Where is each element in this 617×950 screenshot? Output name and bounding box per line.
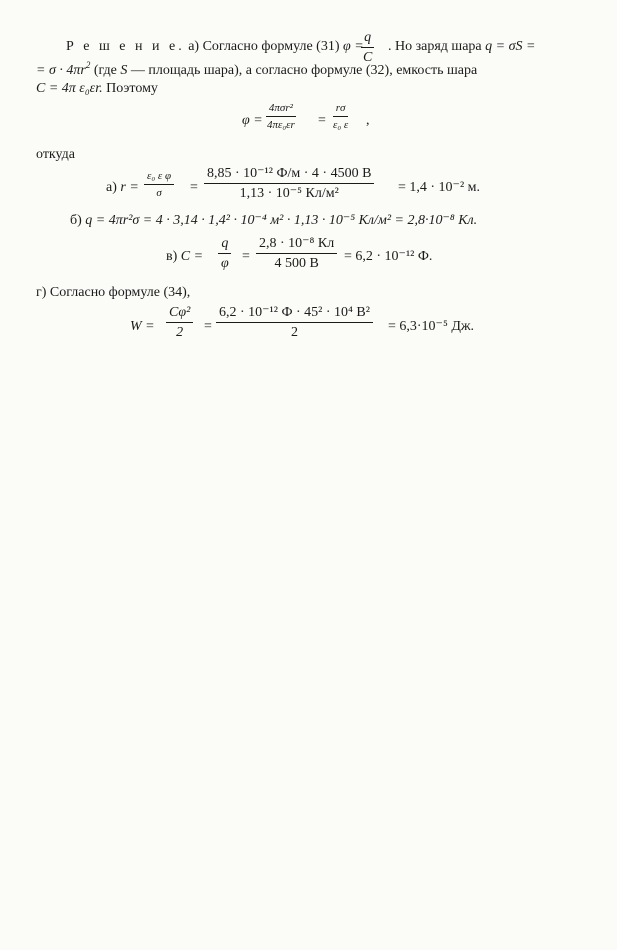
phi-eq-f1-denominator: 4πε₀εr <box>267 119 295 132</box>
phi-eq-equals: = <box>318 113 326 128</box>
intro-line-3 <box>36 82 158 96</box>
eq-a-f2-denominator: 1,13 · 10⁻⁵ Кл/м² <box>239 186 339 202</box>
eq-v-f2-denominator: 4 500 В <box>274 256 319 272</box>
area-formula-exponent: 2 <box>85 60 91 70</box>
eq-b-label: б) <box>70 213 82 228</box>
phi-fraction-numerator: q <box>361 30 374 48</box>
eq-b-row <box>70 214 477 228</box>
part-g-text: г) Согласно формуле (34), <box>36 285 191 300</box>
eq-v-equals: = <box>242 249 250 264</box>
eq-g-f1-denominator: 2 <box>176 325 184 341</box>
eq-g-fraction-2 <box>216 305 373 341</box>
eq-b-text: q = 4πr²σ = 4 · 3,14 · 1,4² · 10⁻⁴ м² · 1,13 · 10⁻⁵ Кл/м² = 2,8·10⁻⁸ Кл. <box>85 213 478 228</box>
charge-text <box>388 40 535 54</box>
otkuda-text: откуда <box>36 147 75 162</box>
eq-a-f2-numerator: 8,85 · 10⁻¹² Ф/м · 4 · 4500 В <box>204 166 374 184</box>
capacitance-formula: C = 4π ε₀εr. <box>36 81 103 96</box>
phi-eq-comma: , <box>366 113 370 128</box>
therefore-text: Поэтому <box>106 81 158 96</box>
eq-a-f1-denominator: σ <box>156 187 162 200</box>
phi-eq-lhs: φ = <box>242 113 263 128</box>
eq-v-f1-denominator: φ <box>221 256 229 272</box>
eq-a-fraction-2 <box>204 166 374 202</box>
area-formula-text: = σ · 4πr <box>36 63 86 78</box>
eq-g-lhs: W = <box>130 319 155 334</box>
eq-g-f2-denominator: 2 <box>290 325 298 341</box>
part-a-text: а) Согласно формуле (31) <box>188 39 340 54</box>
phi-eq-fraction-1 <box>264 102 298 131</box>
eq-g-f2-numerator: 6,2 · 10⁻¹² Ф · 45² · 10⁴ В² <box>216 305 373 323</box>
eq-a-f1-numerator: ε₀ ε φ <box>144 170 174 185</box>
intro-line-2 <box>36 60 478 78</box>
eq-a-equals: = <box>190 180 198 195</box>
phi-eq-f1-numerator: 4πσr² <box>266 102 296 117</box>
s-symbol: S <box>120 63 128 78</box>
solution-label: Р е ш е н и е. <box>66 39 185 54</box>
phi-eq-f2-numerator: rσ <box>333 102 349 117</box>
eq-v-lhs: C = <box>180 249 204 264</box>
charge-formula: q = σS = <box>485 39 536 54</box>
eq-v-fraction-1 <box>218 236 232 272</box>
phi-symbol: φ = <box>342 39 364 54</box>
eq-a-result: = 1,4 · 10⁻² м. <box>398 180 481 195</box>
phi-fraction <box>360 30 375 66</box>
eq-a-fraction-1 <box>144 170 174 199</box>
eq-v-row <box>166 250 203 264</box>
eq-v-f2-numerator: 2,8 · 10⁻⁸ Кл <box>256 236 337 254</box>
eq-g-equals: = <box>204 319 212 334</box>
eq-a-label: а) <box>106 180 117 195</box>
phi-eq-f2-denominator: ε₀ ε <box>333 119 349 132</box>
intro-line-2-rest: — площадь шара), а согласно формуле (32), емкость шара <box>130 63 478 78</box>
eq-v-f1-numerator: q <box>218 236 231 254</box>
charge-label: . Но заряд шара <box>388 39 482 54</box>
eq-g-f1-numerator: Cφ² <box>166 305 193 323</box>
phi-fraction-denominator: C <box>363 50 373 66</box>
area-formula <box>36 60 91 78</box>
intro-line-1 <box>66 40 364 54</box>
eq-a-lhs: r = <box>120 180 139 195</box>
eq-g-result: = 6,3·10⁻⁵ Дж. <box>388 319 475 334</box>
eq-v-result: = 6,2 · 10⁻¹² Ф. <box>344 249 433 264</box>
paren-text: (где <box>93 63 117 78</box>
eq-v-label: в) <box>166 249 178 264</box>
eq-v-fraction-2 <box>256 236 337 272</box>
phi-eq-fraction-2 <box>330 102 351 131</box>
eq-g-fraction-1 <box>166 305 193 341</box>
eq-a-row <box>106 181 139 195</box>
